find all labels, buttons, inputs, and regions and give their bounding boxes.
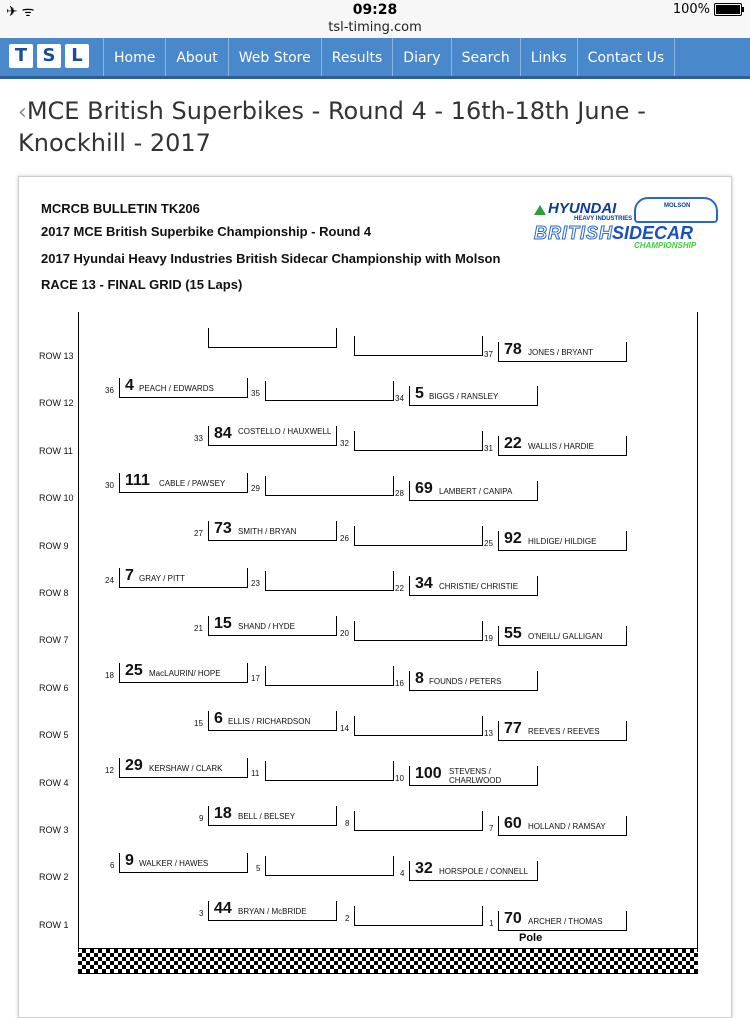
grid-slot xyxy=(208,328,337,348)
logo-text: BRITISH xyxy=(534,223,613,243)
row-label: ROW 3 xyxy=(39,825,69,835)
grid-position: 11 xyxy=(251,769,260,778)
top-navigation xyxy=(0,38,750,79)
driver-names: HOLLAND / RAMSAY xyxy=(528,821,606,831)
grid-slot xyxy=(265,381,394,401)
row-label: ROW 5 xyxy=(39,730,69,741)
grid-position: 6 xyxy=(110,861,115,870)
logo-letter: T xyxy=(9,44,33,68)
page-title-text: MCE British Superbikes - Round 4 - 16th-18th June - Knockhill - 2017 xyxy=(18,97,646,157)
grid-position: 9 xyxy=(199,813,204,823)
race-number: 55 xyxy=(504,624,522,642)
grid-right-border xyxy=(697,312,698,952)
battery-icon xyxy=(714,3,742,16)
driver-names: O'NEILL/ GALLIGAN xyxy=(528,631,603,641)
row-label: ROW 9 xyxy=(39,540,69,551)
grid-position: 19 xyxy=(484,633,493,643)
race-number: 8 xyxy=(415,670,424,687)
logo-text: HYUNDAI xyxy=(548,200,617,217)
grid-position: 1 xyxy=(489,918,494,928)
race-title: RACE 13 - FINAL GRID (15 Laps) xyxy=(41,277,243,292)
grid-slot xyxy=(354,526,483,546)
grid-slot xyxy=(354,336,483,356)
battery-label: 100% xyxy=(672,2,710,17)
row-label: ROW 4 xyxy=(39,777,69,788)
race-number: 25 xyxy=(125,662,143,679)
row-label: ROW 1 xyxy=(39,919,69,930)
airplane-wifi-icon: ✈ ᯤ xyxy=(6,3,35,19)
row-label: ROW 13 xyxy=(39,351,74,361)
race-number: 92 xyxy=(504,529,522,547)
driver-names: CABLE / PAWSEY xyxy=(159,479,226,488)
race-number: 77 xyxy=(504,719,522,737)
battery-status xyxy=(673,2,742,17)
driver-names: HILDIGE/ HILDIGE xyxy=(528,536,597,546)
page-title xyxy=(18,96,728,159)
grid-position: 18 xyxy=(105,671,114,680)
nav-web-store[interactable]: Web Store xyxy=(228,38,321,76)
status-time: 09:28 xyxy=(352,2,398,18)
row-label: ROW 8 xyxy=(39,588,69,598)
grid-position: 8 xyxy=(345,818,350,828)
grid-position: 20 xyxy=(340,628,349,638)
grid-slot xyxy=(265,761,394,781)
race-number: 32 xyxy=(415,860,433,877)
driver-names: BELL / BELSEY xyxy=(238,811,296,821)
race-number: 7 xyxy=(125,567,134,584)
grid-slot xyxy=(354,621,483,641)
driver-names: ARCHER / THOMAS xyxy=(528,916,603,926)
nav-results[interactable]: Results xyxy=(321,38,393,76)
grid-position: 14 xyxy=(340,723,349,733)
grid-document xyxy=(18,176,732,1018)
sidecar-icon xyxy=(634,197,718,223)
logo-text: SIDECAR xyxy=(612,223,694,243)
grid-position: 2 xyxy=(345,913,350,923)
logo-text: HEAVY INDUSTRIES xyxy=(574,216,633,222)
driver-names: GRAY / PITT xyxy=(139,574,185,583)
grid-position: 29 xyxy=(251,484,260,493)
grid-slot xyxy=(354,716,483,736)
grid-position: 33 xyxy=(194,433,203,443)
grid-position: 24 xyxy=(105,576,114,585)
race-number: 29 xyxy=(125,757,143,774)
grid-slot xyxy=(265,856,394,876)
hyundai-triangle-icon xyxy=(534,205,546,215)
race-number: 4 xyxy=(125,377,134,394)
grid-position: 5 xyxy=(256,864,261,873)
grid-slot xyxy=(265,571,394,591)
race-number: 100 xyxy=(415,765,442,782)
status-bar xyxy=(0,0,750,38)
driver-names: BIGGS / RANSLEY xyxy=(429,392,499,401)
grid-position: 15 xyxy=(194,718,203,728)
grid-position: 7 xyxy=(489,823,494,833)
grid-position: 3 xyxy=(199,908,204,918)
back-chevron-icon[interactable]: ‹ xyxy=(18,100,27,125)
nav-links[interactable]: Links xyxy=(520,38,577,76)
race-number: 34 xyxy=(415,575,433,592)
race-number: 70 xyxy=(504,909,522,927)
grid-position: 21 xyxy=(194,623,203,633)
race-number: 111 xyxy=(125,472,150,489)
bulletin-number: MCRCB BULLETIN TK206 xyxy=(41,201,200,216)
grid-position: 4 xyxy=(400,869,405,878)
race-number: 6 xyxy=(214,709,223,727)
race-number: 69 xyxy=(415,480,433,497)
row-label: ROW 12 xyxy=(39,398,74,409)
nav-diary[interactable]: Diary xyxy=(392,38,450,76)
grid-slot xyxy=(354,431,483,451)
driver-names: ELLIS / RICHARDSON xyxy=(228,716,311,726)
race-number: 60 xyxy=(504,814,522,832)
logo-letter: L xyxy=(65,44,89,68)
driver-names: COSTELLO / HAUXWELL xyxy=(238,426,332,436)
checkered-flag-strip xyxy=(78,948,698,974)
address-bar[interactable]: tsl-timing.com xyxy=(328,20,422,35)
grid-slot xyxy=(265,666,394,686)
driver-names: SMITH / BRYAN xyxy=(238,526,297,536)
driver-names: KERSHAW / CLARK xyxy=(149,764,223,773)
nav-search[interactable]: Search xyxy=(451,38,520,76)
driver-names: HORSPOLE / CONNELL xyxy=(439,867,528,876)
grid-slot xyxy=(354,906,483,926)
driver-names: WALKER / HAWES xyxy=(139,859,209,868)
race-number: 44 xyxy=(214,899,232,917)
grid-position: 34 xyxy=(395,394,404,403)
grid-slot xyxy=(265,476,394,496)
row-label: ROW 2 xyxy=(39,872,69,883)
grid-position: 30 xyxy=(105,481,114,490)
grid-position: 13 xyxy=(484,728,493,738)
tsl-logo[interactable] xyxy=(9,44,89,68)
driver-names: REEVES / REEVES xyxy=(528,726,600,736)
sidecar-championship-logo xyxy=(534,195,719,250)
driver-names: FOUNDS / PETERS xyxy=(429,677,502,686)
grid-position: 12 xyxy=(105,766,114,775)
race-number: 84 xyxy=(214,424,232,442)
grid-position: 25 xyxy=(484,538,493,548)
race-number: 9 xyxy=(125,852,134,869)
race-number: 22 xyxy=(504,434,522,452)
grid-position: 17 xyxy=(251,674,260,683)
nav-contact-us[interactable]: Contact Us xyxy=(577,38,675,76)
grid-position: 31 xyxy=(484,443,493,453)
grid-left-border xyxy=(78,312,79,952)
grid-position: 37 xyxy=(484,350,493,359)
race-number: 73 xyxy=(214,519,232,537)
driver-names: JONES / BRYANT xyxy=(528,348,594,357)
nav-home[interactable]: Home xyxy=(103,38,165,76)
driver-names: BRYAN / McBRIDE xyxy=(238,906,307,916)
grid-position: 22 xyxy=(395,584,404,593)
driver-names: PEACH / EDWARDS xyxy=(139,384,214,393)
driver-names: CHRISTIE/ CHRISTIE xyxy=(439,582,519,591)
driver-names: SHAND / HYDE xyxy=(238,621,295,631)
grid-position: 16 xyxy=(395,679,404,688)
series-title: 2017 Hyundai Heavy Industries British Sidecar Championship with Molson xyxy=(41,251,501,266)
logo-letter: S xyxy=(37,44,61,68)
logo-text: CHAMPIONSHIP xyxy=(634,241,697,250)
row-label: ROW 7 xyxy=(39,635,69,646)
grid-position: 27 xyxy=(194,528,203,538)
race-number: 78 xyxy=(504,341,522,358)
pole-label: Pole xyxy=(519,932,543,944)
championship-title: 2017 MCE British Superbike Championship - Round 4 xyxy=(41,224,372,239)
nav-menu xyxy=(103,38,675,76)
grid-position: 36 xyxy=(105,386,114,395)
grid-position: 28 xyxy=(395,489,404,498)
row-label: ROW 11 xyxy=(39,445,73,456)
grid-position: 35 xyxy=(251,389,260,398)
grid-slot xyxy=(354,811,483,831)
grid-position: 10 xyxy=(395,774,404,783)
grid-position: 32 xyxy=(340,438,349,448)
race-number: 5 xyxy=(415,385,424,402)
grid-position: 26 xyxy=(340,533,349,543)
driver-names: MacLAURIN/ HOPE xyxy=(149,669,221,678)
race-number: 15 xyxy=(214,614,232,632)
grid-position: 23 xyxy=(251,579,260,588)
row-label: ROW 6 xyxy=(39,682,69,693)
nav-about[interactable]: About xyxy=(165,38,227,76)
driver-names: LAMBERT / CANIPA xyxy=(439,487,513,496)
driver-names: WALLIS / HARDIE xyxy=(528,441,594,451)
driver-names: STEVENS / CHARLWOOD xyxy=(449,767,502,785)
row-label: ROW 10 xyxy=(39,493,74,504)
logo-text: MOLSON xyxy=(664,203,691,209)
race-number: 18 xyxy=(214,804,232,822)
